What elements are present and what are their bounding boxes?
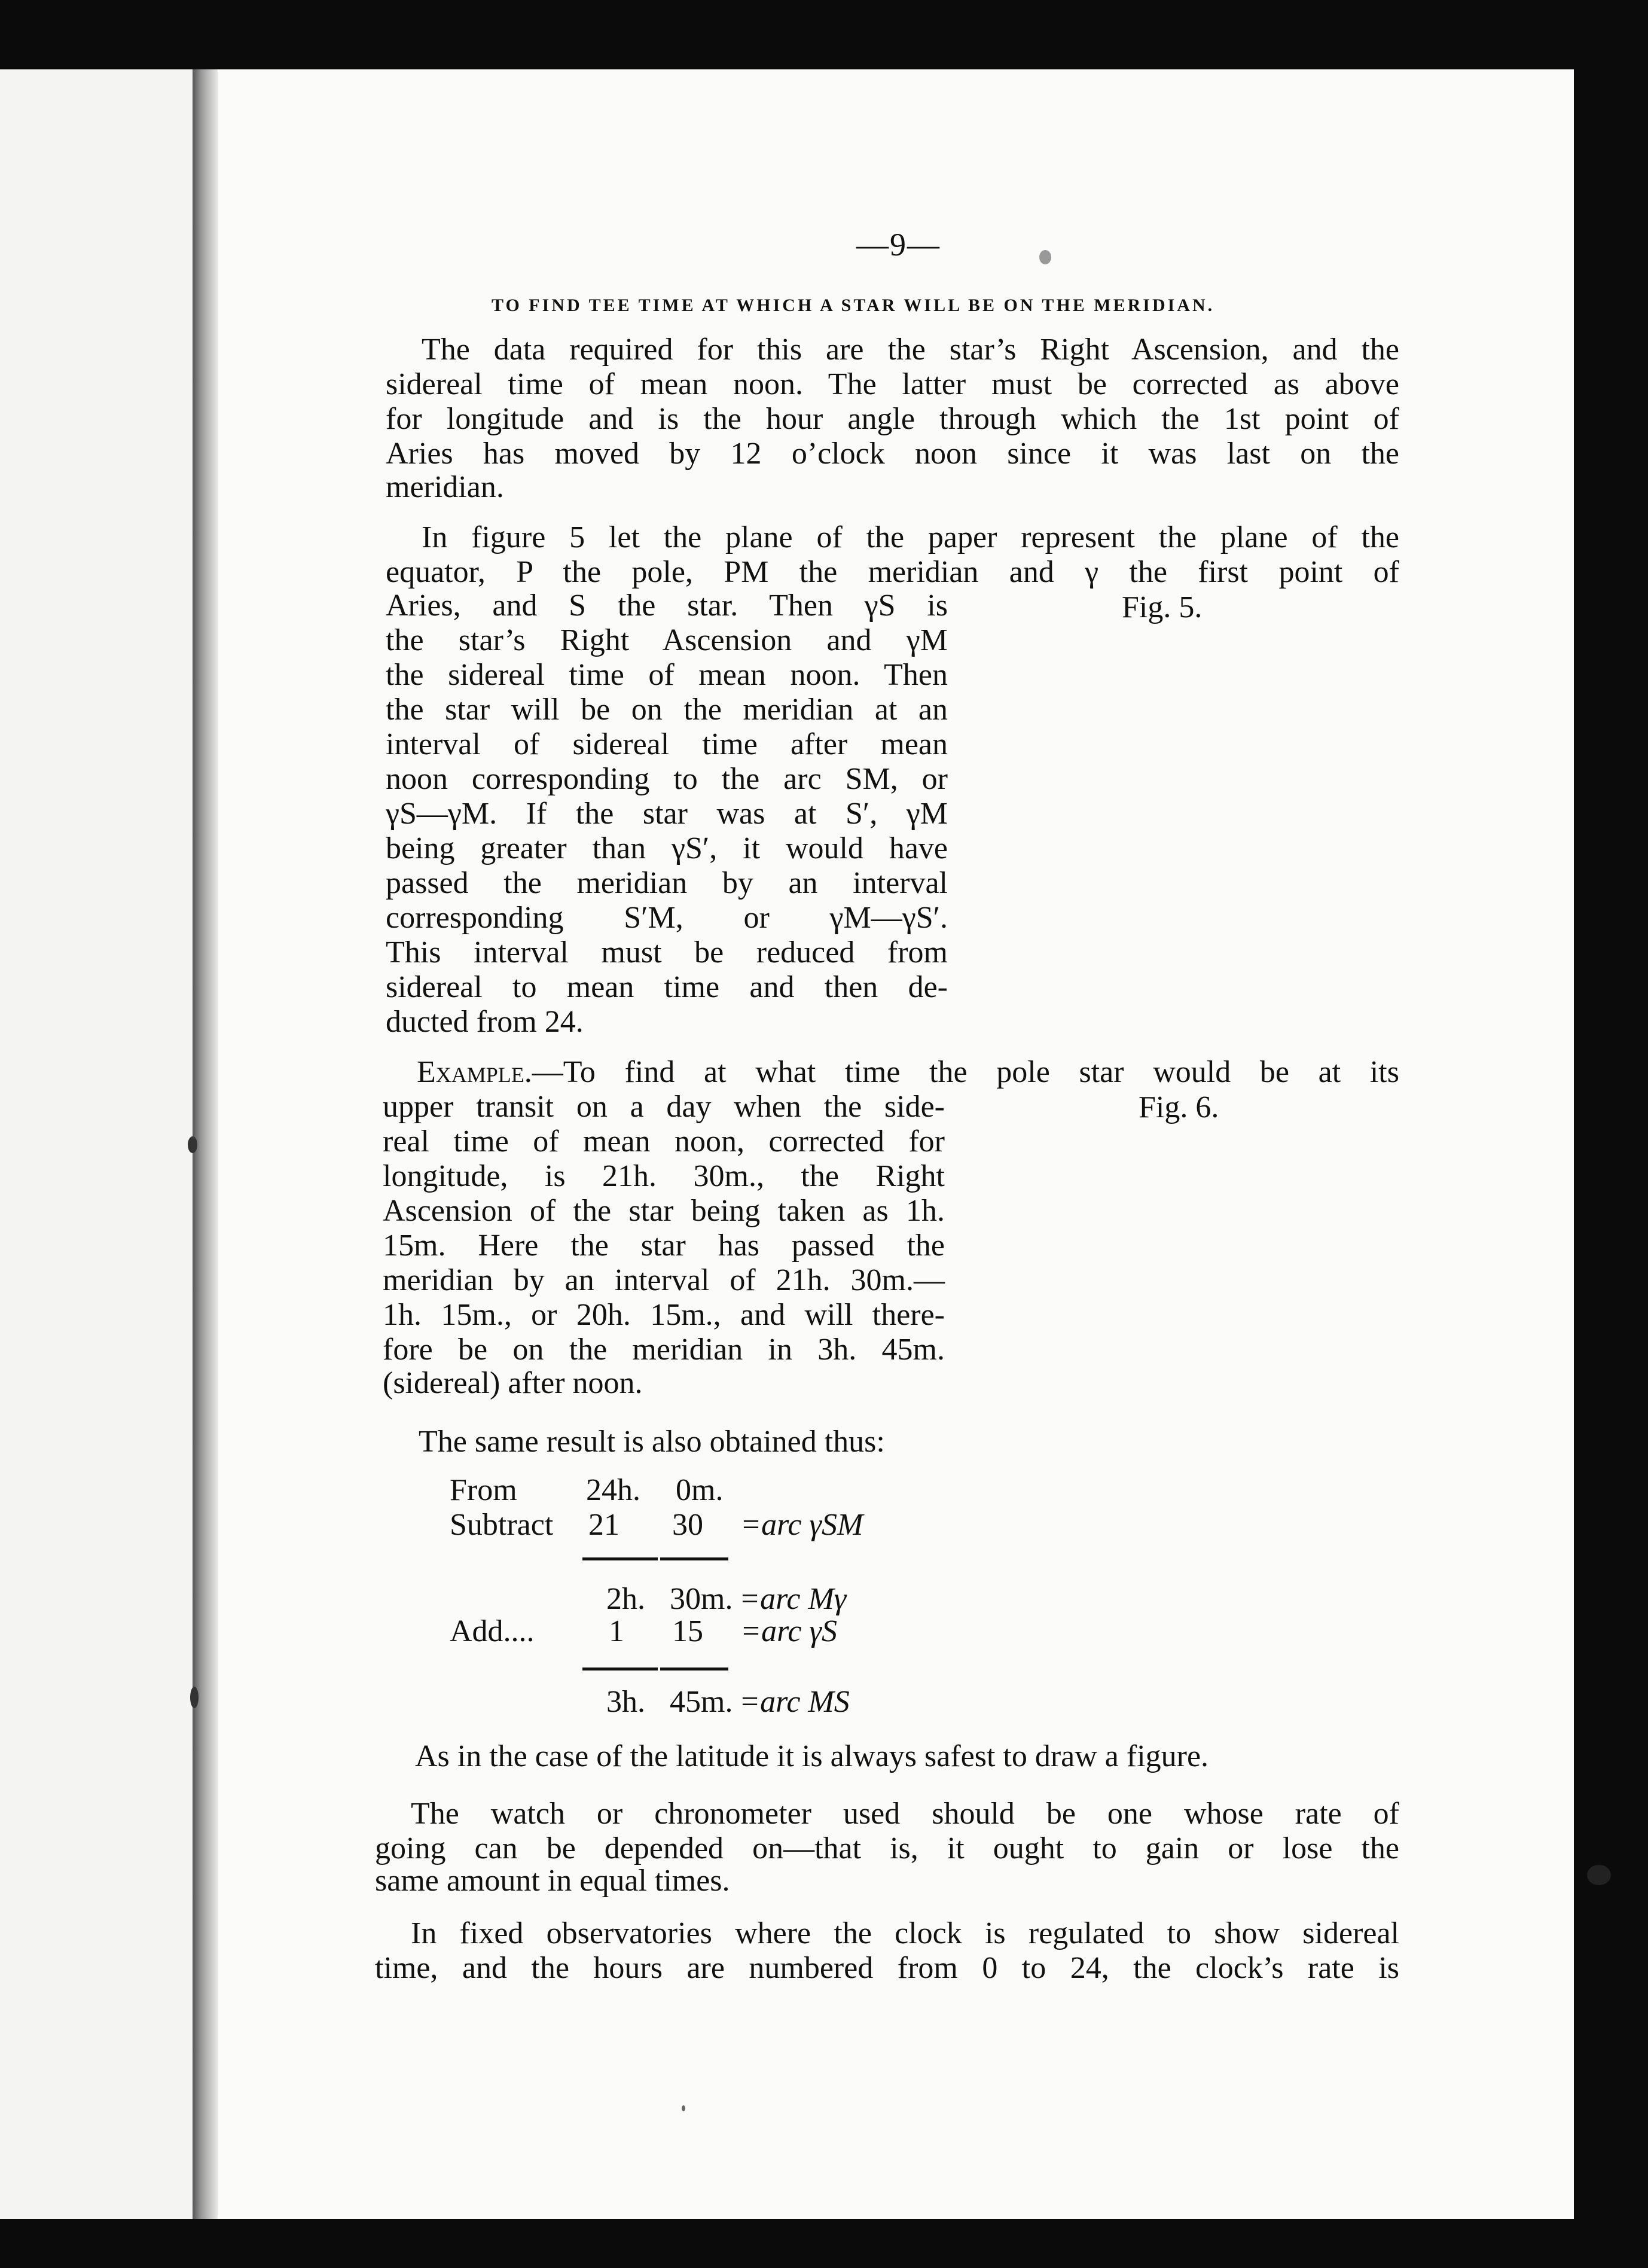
scan-speck <box>1039 250 1051 264</box>
calc-hours: 21 <box>588 1508 619 1542</box>
example-narrow-line: 1h. 15m., or 20h. 15m., and will there- <box>383 1298 945 1332</box>
calc-hours: 1 <box>609 1614 624 1648</box>
intro-line-4: Aries has moved by 12 o’clock noon since it was last on the <box>386 437 1399 471</box>
fig5-narrow-line: the star’s Right Ascension and γM <box>386 623 948 657</box>
fig5-narrow-line: This interval must be reduced from <box>386 935 948 970</box>
calc-result: =arc γS <box>740 1614 837 1648</box>
fig5-caption: Fig. 5. <box>1122 590 1203 624</box>
intro-line-2: sidereal time of mean noon. The latter must be corrected as above <box>386 367 1399 401</box>
scan-speck <box>190 1687 199 1708</box>
calc-result: =arc γSM <box>740 1508 863 1542</box>
example-label: Example. <box>417 1055 532 1089</box>
fig5-narrow-line: corresponding S′M, or γM—γS′. <box>386 901 948 935</box>
fig5-narrow-line: sidereal to mean time and then de- <box>386 970 948 1004</box>
calc-label: From <box>450 1473 517 1507</box>
calc-minutes: 15 <box>672 1614 703 1648</box>
scan-speck <box>188 1136 197 1153</box>
fig5-line-2: equator, P the pole, PM the meridian and γ the first point of <box>386 555 1399 589</box>
calc-minutes: 30 <box>672 1508 703 1542</box>
latitude-line: As in the case of the latitude it is always safest to draw a figure. <box>415 1739 1209 1773</box>
example-narrow-line: real time of mean noon, corrected for <box>383 1124 945 1159</box>
calc-minutes: 45m. <box>670 1685 733 1719</box>
calc-rule-hours <box>582 1668 658 1670</box>
example-narrow-line: longitude, is 21h. 30m., the Right <box>383 1159 945 1193</box>
same-result-line: The same result is also obtained thus: <box>419 1425 885 1459</box>
fig5-narrow-line: being greater than γS′, it would have <box>386 831 948 865</box>
calc-hours: 2h. <box>606 1582 645 1616</box>
page-number: —9— <box>856 227 941 263</box>
fig5-narrow-line: interval of sidereal time after mean <box>386 727 948 761</box>
section-heading: TO FIND TEE TIME AT WHICH A STAR WILL BE ON THE MERIDIAN. <box>492 295 1215 315</box>
calc-minutes: 30m. <box>670 1582 733 1616</box>
example-narrow-line: 15m. Here the star has passed the <box>383 1228 945 1263</box>
fig5-narrow-line: the star will be on the meridian at an <box>386 693 948 727</box>
fig5-narrow-line: ducted from 24. <box>386 1005 584 1039</box>
scan-speck <box>682 2105 685 2111</box>
calc-rule-minutes <box>660 1557 728 1560</box>
example-narrow-line: Ascension of the star being taken as 1h. <box>383 1194 945 1228</box>
scan-speck <box>1587 1865 1611 1885</box>
calc-result: =arc MS <box>739 1685 850 1719</box>
fig5-narrow-line: noon corresponding to the arc SM, or <box>386 762 948 796</box>
fig5-narrow-line: passed the meridian by an interval <box>386 866 948 900</box>
calc-minutes: 0m. <box>676 1473 724 1507</box>
fig5-narrow-line: γS—γM. If the star was at S′, γM <box>386 797 948 831</box>
intro-line-1: The data required for this are the star’s Right Ascension, and the <box>422 333 1399 367</box>
calc-hours: 3h. <box>606 1685 645 1719</box>
observatory-line-2: time, and the hours are numbered from 0 to 24, the clock’s rate is <box>375 1951 1399 1985</box>
observatory-line-1: In fixed observatories where the clock is regulated to show sidereal <box>411 1916 1399 1950</box>
example-narrow-line: meridian by an interval of 21h. 30m.— <box>383 1263 945 1297</box>
facing-page-edge <box>0 69 193 2219</box>
example-first-line: —To find at what time the pole star would be at its <box>532 1055 1399 1089</box>
example-narrow-line: (sidereal) after noon. <box>383 1366 643 1400</box>
intro-line-5: meridian. <box>386 470 504 504</box>
fig6-caption: Fig. 6. <box>1139 1090 1219 1124</box>
calc-label: Add.... <box>450 1614 535 1648</box>
intro-line-3: for longitude and is the hour angle through which the 1st point of <box>386 402 1399 436</box>
calc-hours: 24h. <box>586 1473 640 1507</box>
calc-label: Subtract <box>450 1508 554 1542</box>
calc-rule-hours <box>582 1557 658 1560</box>
watch-line-3: same amount in equal times. <box>375 1864 730 1898</box>
fig5-narrow-line: Aries, and S the star. Then γS is <box>386 589 948 623</box>
watch-line-1: The watch or chronometer used should be one whose rate of <box>411 1797 1399 1831</box>
watch-line-2: going can be depended on—that is, it ought to gain or lose the <box>375 1831 1399 1865</box>
calc-result: =arc Mγ <box>739 1582 847 1616</box>
example-narrow-line: upper transit on a day when the side- <box>383 1090 945 1124</box>
fig5-narrow-line: the sidereal time of mean noon. Then <box>386 658 948 692</box>
calc-rule-minutes <box>660 1668 728 1670</box>
fig5-line-1: In figure 5 let the plane of the paper represent the plane of the <box>422 520 1399 554</box>
example-line-1 <box>386 1055 1399 1090</box>
example-narrow-line: fore be on the meridian in 3h. 45m. <box>383 1333 945 1367</box>
